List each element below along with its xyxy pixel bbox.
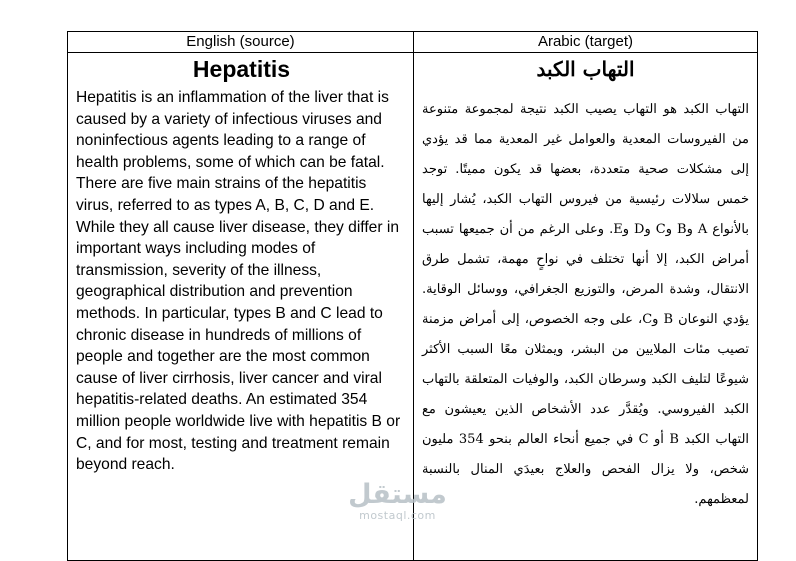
header-english-source: English (source) (68, 32, 414, 53)
table-content-row (68, 53, 758, 561)
arabic-cell (414, 53, 758, 561)
header-arabic-target: Arabic (target) (414, 32, 758, 53)
english-title: Hepatitis (192, 56, 291, 82)
watermark-logo: مستقل (348, 479, 447, 510)
watermark-url: mostaql.com (359, 509, 436, 522)
translation-table (67, 31, 758, 561)
arabic-body: التهاب الكبد هو التهاب يصيب الكبد نتيجة لمجموعة متنوعة من الفيروسات المعدية والعوامل غير المعدية مما قد يؤدي إلى مشكلات صحية متعددة، بعضها قد يكون مميتًا. توجد خمس سلالات رئيسية من فيروس التهاب الكبد، يُشار إليها بالأنواع A وB وC وD وE. وعلى الرغم من أن جميعها تسبب أمراض الكبد، إلا أنها تختلف في نواحٍ مهمة، تشمل طرق الانتقال، وشدة المرض، والتوزيع الجغرافي، ووسائل الوقاية. يؤدي النوعان B وC، على وجه الخصوص، إلى أمراض مزمنة تصيب مئات الملايين من البشر، ويمثلان معًا السبب الأكثر شيوعًا لتليف الكبد وسرطان الكبد، والوفيات المتعلقة بالتهاب الكبد الفيروسي. ويُقدَّر عدد الأشخاص الذين يعيشون مع التهاب الكبد B أو C في جميع أنحاء العالم بنحو 354 مليون شخص، ولا يزال الفحص والعلاج بعيدَي المنال بالنسبة لمعظمهم. (422, 102, 750, 507)
table-header-row (68, 32, 758, 53)
english-body: Hepatitis is an inflammation of the liver that is caused by a variety of infectious viruses and noninfectious agents leading to a range of health problems, some of which can be fatal. There are five main strains of the hepatitis virus, referred to as types A, B, C, D and E. While they all cause liver disease, they differ in important ways including modes of transmission, severity of the illness, geographical distribution and prevention methods. In particular, types B and C lead to chronic disease in hundreds of millions of people and together are the most common cause of liver cirrhosis, liver cancer and viral hepatitis-related deaths. An estimated 354 million people worldwide live with hepatitis B or C, and for most, testing and treatment remain beyond reach. (76, 89, 401, 474)
arabic-title: التهاب الكبد (536, 57, 635, 81)
english-cell (68, 53, 414, 561)
